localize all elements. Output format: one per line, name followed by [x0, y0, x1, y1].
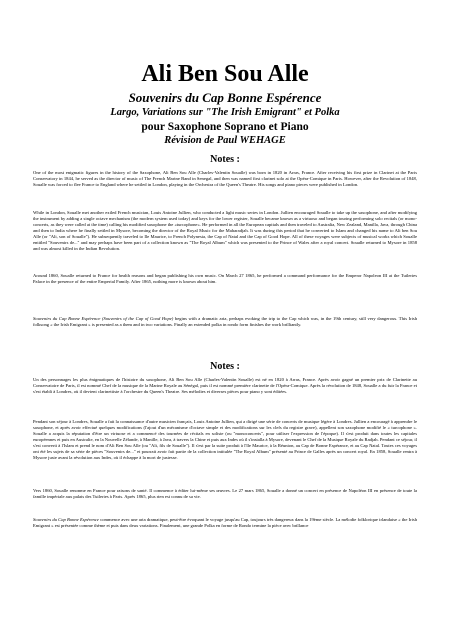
notes-heading-english: Notes : [210, 154, 240, 165]
subtitle-revision: Révision de Paul WEHAGE [164, 135, 286, 146]
subtitle-instrumentation: pour Saxophone Soprano et Piano [141, 121, 309, 133]
english-paragraph-1: One of the most enigmatic figures in the history of the Saxophone, Ali Ben Sou Alle (Charles-Valentin Soualle) was born in 1820 in Arras, France. After receiving his first prize in Clarinet at the Paris Conservatory in 1844, he served as the director of music of The French Marine Band in Senegal, and then was named first clarinet solo at the Opéra-Comique in Paris. However, after the Revolution of 1848, Soualle was forced to flee France to England where he settled in London, playing in the Orchestra of the Queen's Theatre. His songs and piano pieces were published in London. [33, 170, 417, 187]
english-paragraph-4 [33, 316, 417, 328]
french-paragraph-4 [33, 517, 417, 529]
english-paragraph-3: Around 1860, Soualle returned to France for health reasons and began publishing his own music. On March 27 1865, he performed a command performance for the Emperor Napoleon III at the Tuileries Palace in the presence of the entire Emperial Family. After 1865, nothing more is known about him. [33, 273, 417, 284]
english-paragraph-4-text: begins with a dramatic aria, perhaps evoking the trip to the Cap which was, in the 19th century, still very dangerous. This Irish folksong « the Irish Emigrant » is presented as a them and in two variations. Finally an extended polka in rondo form finishes the work brilliantly. [33, 316, 417, 327]
page-title: Ali Ben Sou Alle [141, 61, 309, 87]
french-paragraph-1: Un des personnages les plus énigmatiques de l'histoire du saxophone, Ali Ben Sou Alle (Charles-Valentin Soualle) est né en 1820 à Arras, France. Après avoir gagné un premier prix de Clarinette au Conservatoire de Paris, il est nommé Chef de la musique de la Marine Royale au Sénégal, puis il est nommé première clarinette de l'Opéra-Comique. Après la révolution de 1848, Soualle a du fuir la France et s'est établi à Londres, où il devient clarinettiste à l'orchestre du Queen's Theatre. Ses mélodies et diverses pièces pour piano y sont éditées. [33, 377, 417, 394]
notes-heading-french: Notes : [210, 361, 240, 372]
subtitle-largo-variations: Largo, Variations sur "The Irish Emigrant" et Polka [110, 107, 340, 118]
work-title-italic-fr: Souvenirs du Cap Bonne Espérence [33, 517, 99, 522]
french-paragraph-2: Pendant son séjour à Londres, Soualle a fait la connaissance d'autre musicien français, Louis Antoine Jullien, qui a dirigé une série de concerts de musique légère à Londres. Jullien a encouragé à apprendre le saxophone, et après avoir effectué quelques modifications (l'ajout d'un mécanisme d'octave simple et des modifications sur les clefs du registre grave), appellent son saxophone modifié le « turcophone ». Soualle a acquis la réputation d'être un virtuose et a commencé des tournées de récitals en soliste (ou "monoconcerts", pour utiliser l'expression de l'époque). Il s'est produit dans toutes les capitales européennes et puis en Australie, en la Nouvelle Zélande, à Manille, à Java, à travers la Chine et puis aux Indes où il s'installa à Mysore, devenant le Chef de la Musique Royale du Radjah. Pendant ce séjour, il s'est converti à l'Islam et prend le nom d'Ali Ben Sou Alle (ou "Ali, fils de Soualle"). Il s'est par la suite produit à l'île Maurice, à la Réunion, au Cap de Bonne Espérance, et au Cap Natal. Toutes ces voyages ont été les sujets de sa série de pièces "Souvenirs de..." et pourrait avoir fait partie de la collection intitulée "The Royal Album" présenté au Prince de Galles après un concert royal. En 1858, Soualle rentra à Mysore juste avant la révolution aux Indes, où il échappe à la mort de justesse. [33, 419, 417, 460]
french-paragraph-4-text: commence avec une aria dramatique, peut-être évoquant le voyage jusqu'au Cap, toujours très dangereux dans la 19ème siècle. La mélodie folklorique irlandaise « the Irish Emigrant » est présentée comme thème et puis dans deux variations. Finalement, une grande Polka en forme de Rondo termine la pièce avec brillance [33, 517, 417, 528]
work-title-italic: Souvenirs du Cap Bonne Espérence (Souvenirs of the Cap of Good Hope) [33, 316, 174, 321]
subtitle-souvenirs: Souvenirs du Cap Bonne Espérence [128, 90, 322, 105]
english-paragraph-2: While in London, Soualle met another exiled French musician, Louis Antoine Jullien, who conducted a light music series in London. Jullien encouraged Soualle to take up the saxophone, and after modifying the instrument by adding a single octave mechanism (the modern system used today) and keys for the lower register, Soualle became known as a virtuoso and began touring performing solo recitals (or mono-concerts, as they were called at the time) calling his modified saxophone the «turcophone». He performed in all the European capitals and then traveled to Australia, New Zealand, Manilla, Java, through China and then to India where he finally settled in Mysore, becoming the director of the Royal Music for the Maharadjah. It was during this period that he converted to Islam and changed his name to Ali ben Sou Alle (or "Ali, son of Soualle"). He subsequently traveled to Ile Maurice, to French Polynesia, the Cap of Natal and the Cap of Good Hope. All of these voyages were subjects of musical works which Soualle entitled "Souvenirs de..." and may perhaps have been part of a collection known as "The Royal Album" which was presented to the Prince of Wales after a royal concert. Soualle returned to Mysore in 1858 and was almost killed in the Indian Revolution. [33, 210, 417, 251]
french-paragraph-3: Vers 1860, Soualle renonme en France pour raisons de santé. Il commence à éditer lui-même ses œuvres. Le 27 mars 1865, Soualle a donné un concert en présence de Napoléon III en présence de toute la famille impériale aux palais des Tuileries à Paris. Après 1865, plus rien est connu de sa vie. [33, 488, 417, 499]
